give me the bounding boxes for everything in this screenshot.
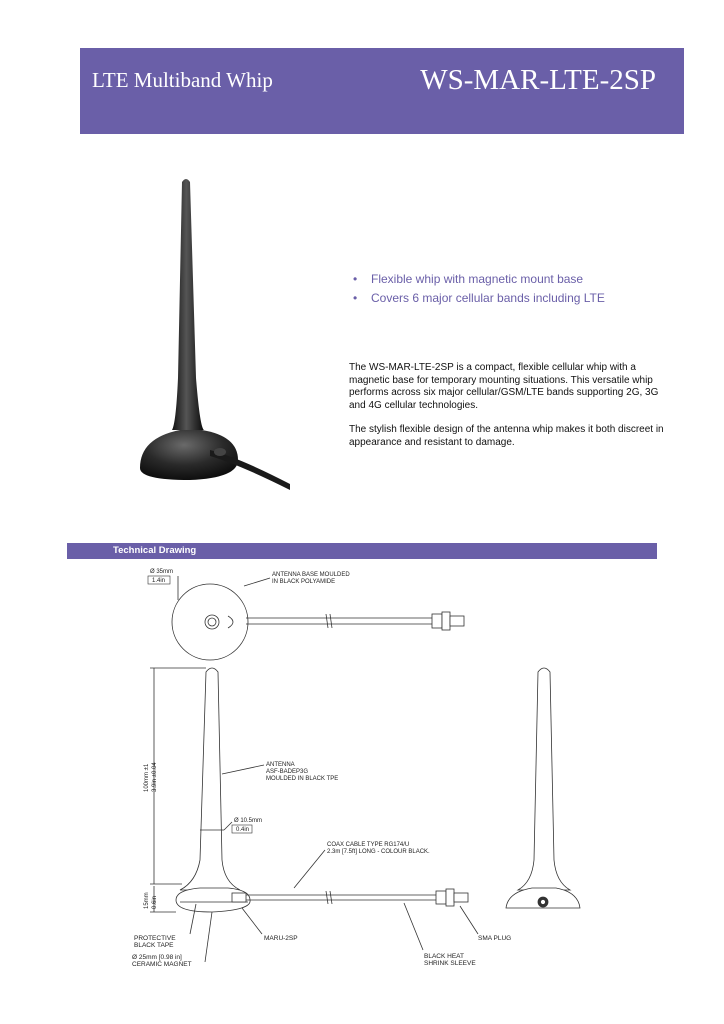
dim-height-in: 3.9in ±0.04 <box>152 762 158 792</box>
label-coax-line2: 2.3m [7.5ft] LONG - COLOUR BLACK. <box>327 849 430 855</box>
antenna-front-view <box>180 668 240 890</box>
label-sleeve-line1: BLACK HEAT <box>424 953 464 960</box>
dim-base-diameter-mm: Ø 35mm <box>150 569 174 575</box>
antenna-photo <box>120 168 290 498</box>
dim-base-height-in: 0.6in <box>152 895 158 909</box>
product-title: LTE Multiband Whip <box>92 68 273 92</box>
feature-item: • Covers 6 major cellular bands including LTE <box>350 289 680 308</box>
dim-whip-diameter-mm: Ø 10.5mm <box>234 818 263 824</box>
label-coax-line1: COAX CABLE TYPE RG174/U <box>327 842 410 848</box>
technical-drawing <box>0 560 724 980</box>
base-top-view <box>172 584 248 660</box>
product-description <box>349 362 669 462</box>
header-banner <box>80 48 684 134</box>
label-base-line1: ANTENNA BASE MOULDED <box>272 572 350 578</box>
dim-base-diameter-in: 1.4in <box>152 578 166 584</box>
label-antenna-line1: ANTENNA <box>266 762 295 768</box>
model-number: WS-MAR-LTE-2SP <box>420 64 656 96</box>
description-paragraph: The WS-MAR-LTE-2SP is a compact, flexible cellular whip with a magnetic base for temporary mounting situations. This versatile whip performs across six major cellular/GSM/LTE bands supporting 2G, 3G and 4G cellular technologies. <box>349 362 659 411</box>
dim-whip-diameter-in: 0.4in <box>236 827 250 833</box>
label-tape-line2: BLACK TAPE <box>134 942 174 949</box>
label-maru: MARU-2SP <box>264 935 298 942</box>
label-magnet-line1: Ø 25mm [0.98 in] <box>132 954 182 961</box>
label-magnet-line2: CERAMIC MAGNET <box>132 961 192 968</box>
technical-drawing-heading-bar <box>67 543 657 559</box>
dim-base-height-mm: 15mm <box>144 892 150 909</box>
label-sleeve-line2: SHRINK SLEEVE <box>424 960 476 967</box>
antenna-side-view <box>518 668 570 890</box>
label-antenna-line3: MOULDED IN BLACK TPE <box>266 776 339 782</box>
label-sma-plug: SMA PLUG <box>478 935 512 942</box>
feature-list <box>350 270 680 308</box>
dim-height-mm: 100mm ±1 <box>144 763 150 792</box>
label-base-line2: IN BLACK POLYAMIDE <box>272 579 336 585</box>
description-paragraph: The stylish flexible design of the antenna whip makes it both discreet in appearance and resistant to damage. <box>349 424 664 448</box>
label-tape-line1: PROTECTIVE <box>134 935 176 942</box>
label-antenna-line2: ASF-BADEP3G <box>266 769 309 775</box>
technical-drawing-heading: Technical Drawing <box>113 545 197 556</box>
feature-item: • Flexible whip with magnetic mount base <box>350 270 680 289</box>
